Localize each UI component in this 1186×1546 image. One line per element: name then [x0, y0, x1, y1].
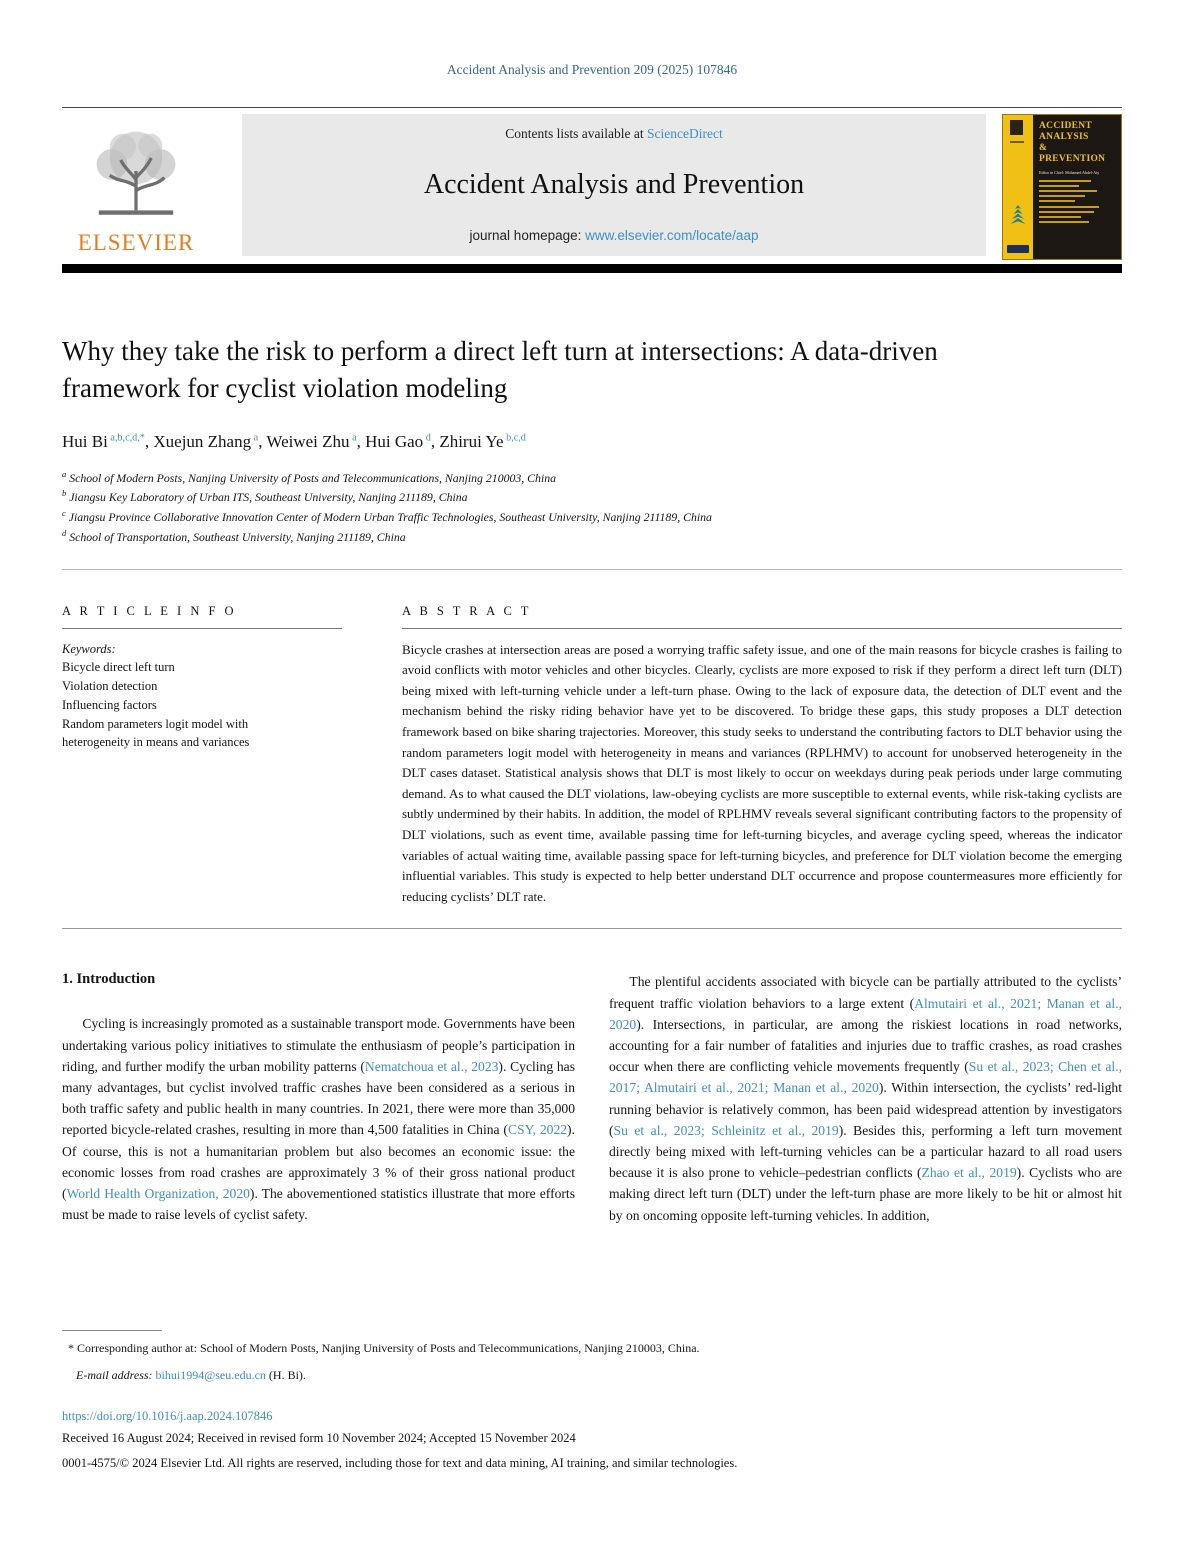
keyword-item: Random parameters logit model with: [62, 716, 249, 731]
inline-link[interactable]: bihui1994@seu.edu.cn: [155, 1367, 266, 1382]
affiliation-item: [62, 487, 1122, 507]
cover-title-line: ANALYSIS: [1039, 131, 1089, 142]
intro-paragraph-1: [62, 1013, 575, 1225]
body-right-column: [609, 971, 1122, 1225]
text-segment: a: [349, 431, 357, 443]
text-segment: (H. Bi).: [265, 1367, 306, 1382]
text-segment: Jiangsu Key Laboratory of Urban ITS, Southeast University, Nanjing 211189, China: [66, 490, 468, 505]
text-segment: Cycling is increasingly promoted as a sustainable transport mode. Governments have been undertaking various policy initiatives to stimulate the enthusiasm of people’s participation in riding, and further modify the urban mobility patterns (: [62, 1016, 575, 1074]
homepage-prefix: journal homepage:: [469, 228, 586, 243]
journal-title: Accident Analysis and Prevention: [423, 169, 805, 200]
cover-title-line: ACCIDENT: [1039, 121, 1093, 131]
affiliations-block: [62, 468, 1122, 547]
text-segment: ). Within intersection, the cyclists’ red-light running behavior is relatively common, has been paid widespread attention by investigators (: [609, 1080, 1122, 1138]
text-segment: c: [62, 508, 66, 519]
keywords-label: Keywords:: [62, 641, 116, 656]
elsevier-wordmark: ELSEVIER: [77, 230, 195, 255]
text-segment: a: [251, 431, 259, 443]
abstract-bottom-rule: [62, 928, 1122, 929]
cover-main-panel: [1033, 115, 1121, 259]
abstract-text: Bicycle crashes at intersection areas are posed a worrying traffic safety issue, and one of the main reasons for bicycle crashes is failing to avoid conflicts with motor vehicles and other bicycles. Clearly, cyclists are more exposed to risk if they perform a direct left turn (DLT) being mixed with left-turning vehicle under a left-turn phase. Owing to the lack of exposure data, the detection of DLT event and the mechanism behind the risky riding behavior have yet to be discovered. To bridge these gaps, this study proposes a DLT detection framework based on bike sharing trajectories. Moreover, this study seeks to understand the contributing factors to DLT behavior using the random parameters logit model with heterogeneity in means and variances (RPLHMV) to account for unobserved heterogeneity in the DLT cases dataset. Statistical analysis shows that DLT is most likely to occur on weekdays during peak periods under large commuting demand. As to what caused the DLT violations, law-obeying cyclists are more susceptible to external events, while risk-taking cyclists are subtly undermined by their habits. In addition, the model of RPLHMV reveals several significant contributing factors to the propensity of DLT violations, such as event time, available passing time for left-turning bicycles, and average cycling speed, whereas the indicator variables of actual waiting time, available passing space for left-turning bicycles, and preference for DLT violation become the emerging influential variables. This study is expected to help better understand DLT occurrence and propose countermeasures more efficiently for reducing cyclists’ DLT rate.: [402, 641, 1122, 904]
cover-topic-bar: [1039, 185, 1079, 187]
corresponding-author-footnote: * Corresponding author at: School of Modern Posts, Nanjing University of Posts and Telecommunications, Nanjing 210003, China.: [68, 1341, 700, 1355]
homepage-line: [250, 228, 978, 243]
body-columns: [62, 971, 1122, 1225]
journal-header-band: [62, 114, 1122, 256]
cover-topic-bar: [1039, 180, 1091, 182]
text-segment: a,b,c,d,*: [107, 431, 145, 443]
affiliation-item: [62, 507, 1122, 527]
text-segment: b: [62, 488, 67, 499]
text-segment: E-mail address:: [76, 1367, 156, 1382]
footnote-rule: [62, 1330, 162, 1331]
text-segment: , Xuejun Zhang: [144, 431, 252, 451]
text-segment: ). Besides this, performing a left turn movement directly being mixed with left-turning vehicles can be a particular hazard to all road users because it is also prone to vehicle–pedestrian conflicts (: [609, 1122, 1122, 1181]
cover-topic-bar: [1039, 195, 1085, 197]
elsevier-tree-icon: [80, 125, 192, 229]
email-footnote: [62, 1366, 1122, 1385]
abstract-heading: A B S T R A C T: [402, 604, 1122, 629]
journal-cover-thumbnail[interactable]: [1002, 114, 1122, 260]
doi-link[interactable]: https://doi.org/10.1016/j.aap.2024.107846: [62, 1409, 273, 1424]
affiliation-item: [62, 527, 1122, 547]
article-info-column: [62, 570, 342, 908]
cover-topic-bar: [1039, 206, 1099, 208]
text-segment: ). The abovementioned statistics illustrate that more efforts must be made to raise levels of cyclist safety.: [62, 1186, 575, 1223]
text-segment: d: [62, 527, 67, 538]
header-top-rule: [62, 107, 1122, 108]
text-segment: Hui Bi: [62, 431, 108, 451]
text-segment: School of Modern Posts, Nanjing University of Posts and Telecommunications, Nanjing 210003, China: [66, 470, 557, 485]
cover-topic-bar: [1039, 216, 1081, 218]
author-line: [62, 432, 1122, 452]
inline-link[interactable]: CSY, 2022: [507, 1122, 568, 1138]
cover-left-strip: [1003, 115, 1033, 259]
inline-link[interactable]: Almutairi et al., 2021; Manan et al., 2020: [609, 995, 1122, 1032]
sciencedirect-link[interactable]: ScienceDirect: [647, 126, 723, 141]
elsevier-logo[interactable]: [62, 114, 210, 256]
body-left-column: [62, 971, 575, 1225]
page-footer: [62, 1330, 1122, 1473]
inline-link[interactable]: Su et al., 2023; Schleinitz et al., 2019: [613, 1122, 839, 1138]
article-info-heading: A R T I C L E I N F O: [62, 604, 342, 629]
journal-masthead-panel: [242, 114, 986, 256]
intro-paragraph-2: [609, 971, 1122, 1225]
inline-link[interactable]: World Health Organization, 2020: [66, 1186, 250, 1202]
doi-line: [62, 1409, 1122, 1424]
text-segment: ). Cyclists who are making direct left turn (DLT) under the left-turn phase are more likely to be hit or almost hit by on oncoming opposite left-turning vehicles. In addition,: [609, 1165, 1122, 1223]
cover-sciencedirect-badge: [1007, 245, 1029, 253]
contents-line: [250, 126, 978, 142]
received-dates-line: Received 16 August 2024; Received in revised form 10 November 2024; Accepted 15 November 2024: [62, 1431, 576, 1446]
cover-emblem-icon: [1010, 120, 1023, 135]
cover-topic-bar: [1039, 190, 1097, 192]
header-thick-rule: [62, 264, 1122, 273]
homepage-link[interactable]: www.elsevier.com/locate/aap: [585, 228, 759, 243]
running-head-citation: Accident Analysis and Prevention 209 (2025) 107846: [446, 62, 738, 77]
abstract-column: [402, 570, 1122, 908]
keyword-item: heterogeneity in means and variances: [62, 735, 250, 750]
text-segment: b,c,d: [503, 431, 526, 443]
cover-topic-bar: [1039, 200, 1075, 202]
keyword-item: Influencing factors: [62, 697, 157, 712]
copyright-line: 0001-4575/© 2024 Elsevier Ltd. All rights are reserved, including those for text and data mining, AI training, and similar technologies.: [62, 1455, 738, 1470]
introduction-heading: 1. Introduction: [62, 971, 156, 988]
paper-title: Why they take the risk to perform a direct left turn at intersections: A data-driven framework for cyclist violation modeling: [62, 336, 938, 404]
text-segment: , Hui Gao: [356, 431, 424, 451]
text-segment: School of Transportation, Southeast University, Nanjing 211189, China: [66, 529, 406, 544]
affiliation-item: [62, 468, 1122, 488]
text-segment: ). Cycling has many advantages, but cyclist involved traffic crashes have been considered as a serious in both traffic safety and public health in many countries. In 2021, there were more than 35,000 reported bicycle-related crashes, resulting in more than 4,500 fatalities in China (: [62, 1058, 575, 1138]
keyword-item: Violation detection: [62, 679, 158, 694]
cover-editor-line: Editor in Chief: Mohamed Abdel-Aty: [1039, 169, 1100, 175]
text-segment: , Zhirui Ye: [430, 431, 504, 451]
info-abstract-section: [62, 570, 1122, 908]
inline-link[interactable]: Zhao et al., 2019: [921, 1165, 1017, 1181]
keywords-block: [62, 640, 342, 753]
contents-prefix: Contents lists available at: [505, 126, 647, 141]
text-segment: The plentiful accidents associated with bicycle can be partially attributed to the cyclists’ frequent traffic violation behaviors to a large extent (: [609, 974, 1122, 1011]
text-segment: a: [62, 468, 67, 479]
text-segment: Jiangsu Province Collaborative Innovation Center of Modern Urban Traffic Technologies, Southeast University, Nanjing 211189, China: [65, 510, 712, 525]
cover-title-line: &: [1039, 142, 1048, 153]
cover-topic-bar: [1039, 221, 1089, 223]
text-segment: d: [423, 431, 431, 443]
cover-fan-logo-icon: [1008, 205, 1028, 227]
inline-link[interactable]: Su et al., 2023; Chen et al., 2017; Almutairi et al., 2021; Manan et al., 2020: [609, 1059, 1122, 1096]
cover-topic-bar: [1039, 211, 1094, 213]
inline-link[interactable]: Nematchoua et al., 2023: [364, 1058, 499, 1074]
cover-topic-list: [1039, 180, 1116, 224]
text-segment: , Weiwei Zhu: [258, 431, 350, 451]
cover-issn-mark: [1010, 141, 1024, 143]
keyword-item: Bicycle direct left turn: [62, 660, 175, 675]
text-segment: ). Of course, this is not a humanitarian problem but also becomes an economic issue: the economic losses from road crashes are approximately 3 % of their gross national product (: [62, 1122, 575, 1202]
text-segment: ). Intersections, in particular, are among the riskiest locations in road networks, accounting for a fair number of fatalities and injuries due to traffic crashes, as road crashes occur when there are conflicting vehicle movements frequently (: [609, 1016, 1122, 1075]
cover-title-line: PREVENTION: [1039, 153, 1106, 164]
